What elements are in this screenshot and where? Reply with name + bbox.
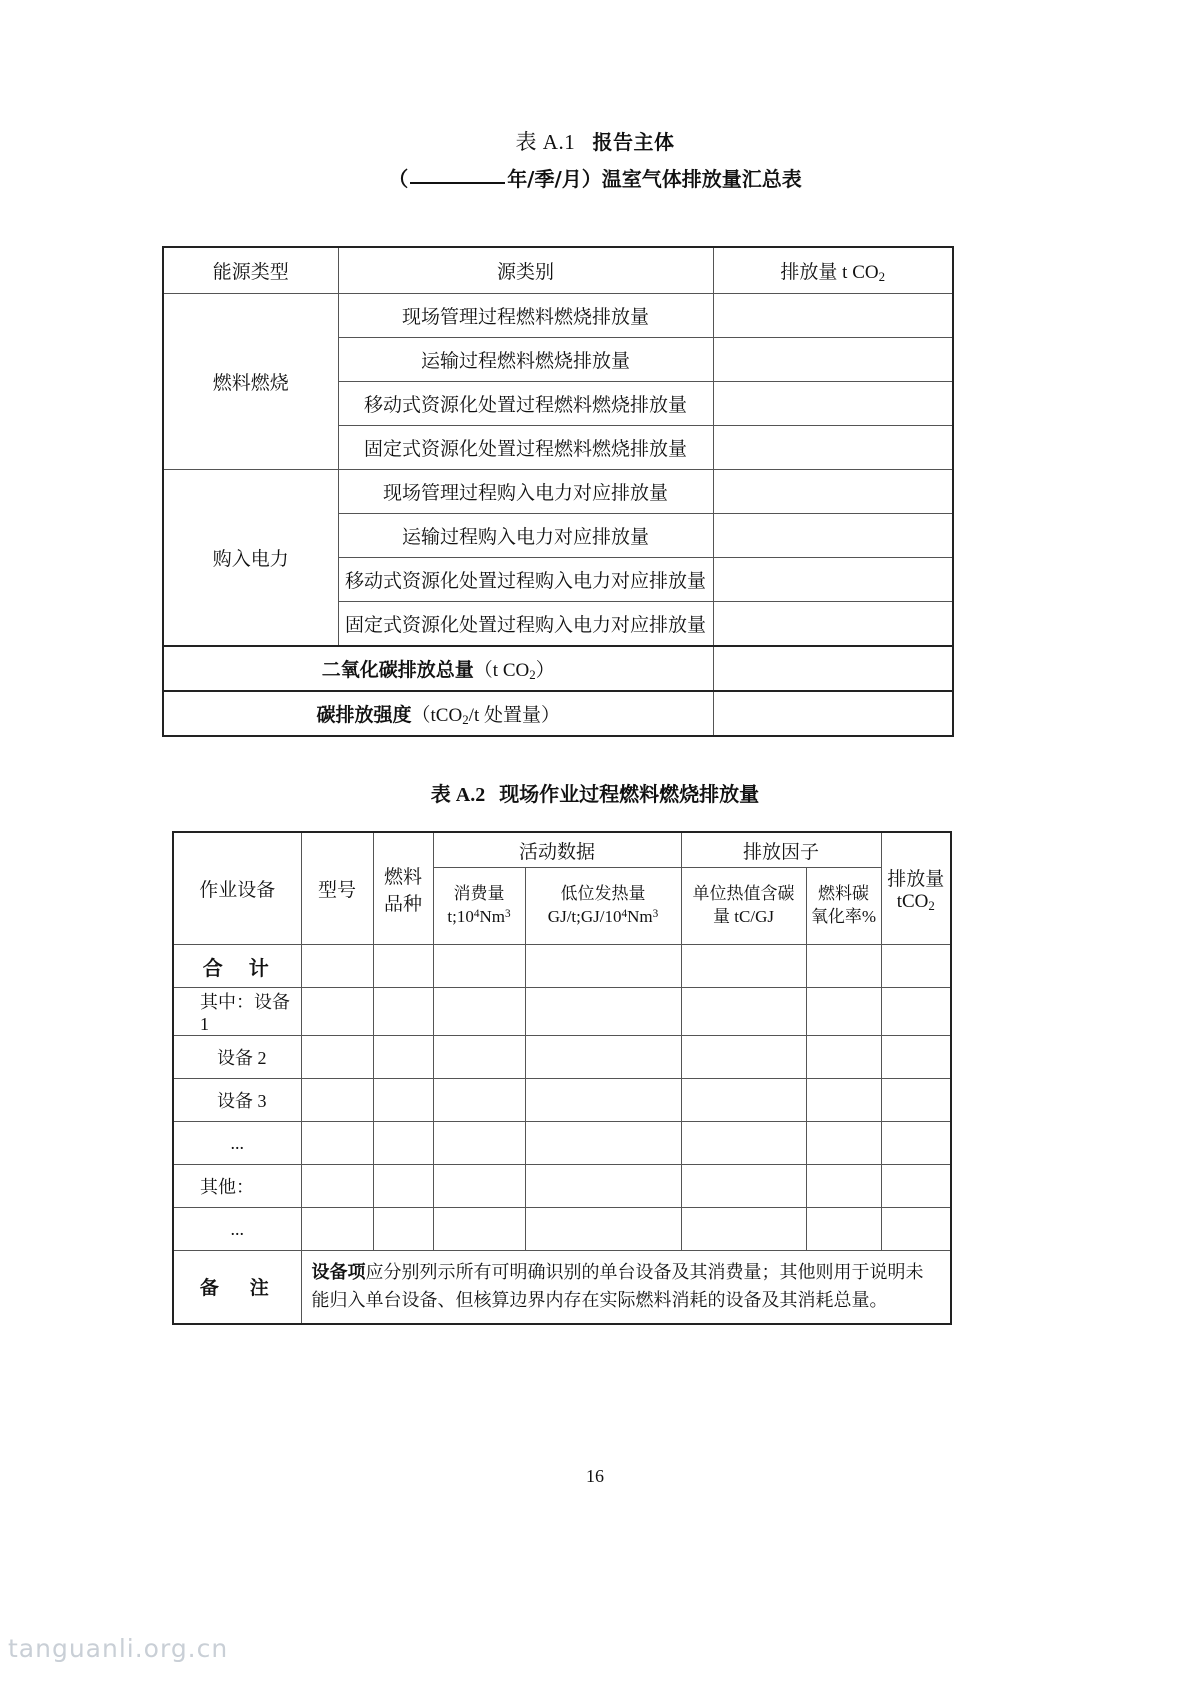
header-ncv-text: 低位发热量: [560, 884, 646, 904]
cell-oxidation-rate[interactable]: [806, 1122, 881, 1165]
header-energy-type: 能源类型: [163, 247, 338, 294]
cell-carbon-content[interactable]: [681, 1122, 806, 1165]
emission-value-cell[interactable]: [713, 514, 953, 558]
onsite-fuel-combustion-table: [172, 831, 952, 1325]
header-equipment: 作业设备: [173, 832, 301, 945]
cell-carbon-content[interactable]: [681, 945, 806, 988]
total-co2-unit-open: （t CO: [473, 659, 530, 681]
cell-ncv[interactable]: [525, 1122, 681, 1165]
source-row-label: 运输过程燃料燃烧排放量: [338, 338, 713, 382]
cell-ncv[interactable]: [525, 1165, 681, 1208]
emission-value-cell[interactable]: [713, 294, 953, 338]
header-emission-amount: [881, 832, 951, 945]
cell-consumption[interactable]: [433, 1208, 525, 1251]
table-a1-period-label: 年/季/月: [507, 167, 582, 191]
cell-consumption[interactable]: [433, 1036, 525, 1079]
emission-value-cell[interactable]: [713, 602, 953, 647]
cell-model[interactable]: [301, 988, 373, 1036]
header-emission-amount-text: 排放量: [887, 868, 945, 890]
source-row-label: 固定式资源化处置过程购入电力对应排放量: [338, 602, 713, 647]
cell-fuel-kind[interactable]: [373, 1208, 433, 1251]
table-a2-title-main: 现场作业过程燃料燃烧排放量: [499, 782, 760, 806]
source-row-label: 现场管理过程燃料燃烧排放量: [338, 294, 713, 338]
header-ncv-unit-sup2: 3: [652, 907, 659, 920]
emission-value-cell[interactable]: [713, 338, 953, 382]
table-row-header-group: [173, 832, 951, 868]
cell-oxidation-rate[interactable]: [806, 1079, 881, 1122]
cell-oxidation-rate[interactable]: [806, 945, 881, 988]
header-carbon-content: 单位热值含碳量 tC/GJ: [681, 868, 806, 945]
row-label-equipment-1: 其中：设备 1: [173, 988, 301, 1036]
header-source-category: 源类别: [338, 247, 713, 294]
row-label-total: 合 计: [173, 945, 301, 988]
carbon-intensity-value-cell[interactable]: [713, 691, 953, 736]
table-row: [173, 1079, 951, 1122]
table-row-header: [163, 247, 953, 294]
note-label: 备 注: [173, 1251, 301, 1324]
header-ncv-unit-b: Nm: [627, 907, 653, 926]
header-net-calorific-value: [525, 868, 681, 945]
cell-model[interactable]: [301, 1208, 373, 1251]
note-strong-term: 设备项: [311, 1262, 366, 1283]
table-row: [173, 1208, 951, 1251]
carbon-intensity-unit-sub: 2: [462, 711, 469, 727]
total-co2-label-text: 二氧化碳排放总量: [321, 658, 474, 681]
cell-emission[interactable]: [881, 1165, 951, 1208]
table-row: [173, 1165, 951, 1208]
note-text: [301, 1251, 951, 1324]
cell-emission[interactable]: [881, 945, 951, 988]
carbon-intensity-label: [163, 691, 713, 736]
cell-emission[interactable]: [881, 1122, 951, 1165]
row-label-equipment-2: 设备 2: [173, 1036, 301, 1079]
cell-oxidation-rate[interactable]: [806, 988, 881, 1036]
total-co2-unit-sub: 2: [529, 666, 536, 682]
cell-ncv[interactable]: [525, 1079, 681, 1122]
source-row-label: 固定式资源化处置过程燃料燃烧排放量: [338, 426, 713, 470]
emission-value-cell[interactable]: [713, 558, 953, 602]
cell-consumption[interactable]: [433, 1079, 525, 1122]
total-co2-unit-close: ）: [535, 659, 555, 681]
emission-value-cell[interactable]: [713, 382, 953, 426]
table-row-total-co2: [163, 646, 953, 691]
emission-value-cell[interactable]: [713, 426, 953, 470]
header-fuel-kind: 燃料品种: [373, 832, 433, 945]
header-group-emission-factor: 排放因子: [681, 832, 881, 868]
table-row: [163, 294, 953, 338]
category-fuel-combustion: 燃料燃烧: [163, 294, 338, 470]
table-row: [163, 470, 953, 514]
cell-carbon-content[interactable]: [681, 1036, 806, 1079]
cell-emission[interactable]: [881, 1208, 951, 1251]
cell-model[interactable]: [301, 1079, 373, 1122]
header-consumption-unit-sup2: 3: [504, 907, 511, 920]
site-watermark: [8, 1634, 228, 1663]
watermark-text: tanguanli.org.cn: [8, 1634, 229, 1663]
cell-model[interactable]: [301, 1122, 373, 1165]
cell-model[interactable]: [301, 945, 373, 988]
table-a1-title-main: 报告主体: [592, 130, 675, 154]
cell-emission[interactable]: [881, 1079, 951, 1122]
cell-fuel-kind[interactable]: [373, 1036, 433, 1079]
cell-carbon-content[interactable]: [681, 1079, 806, 1122]
cell-carbon-content[interactable]: [681, 988, 806, 1036]
cell-fuel-kind[interactable]: [373, 945, 433, 988]
cell-model[interactable]: [301, 1165, 373, 1208]
cell-emission[interactable]: [881, 988, 951, 1036]
table-a1-subtitle-open: （: [388, 167, 409, 191]
cell-oxidation-rate[interactable]: [806, 1208, 881, 1251]
table-a2-title-prefix: 表 A.2: [430, 784, 486, 806]
header-emission-amount-unit-sub: 2: [928, 897, 935, 913]
source-row-label: 运输过程购入电力对应排放量: [338, 514, 713, 558]
carbon-intensity-unit-close: /t 处置量）: [468, 704, 560, 726]
table-row: [173, 945, 951, 988]
carbon-intensity-label-text: 碳排放强度: [316, 703, 412, 726]
table-a1-subtitle-close: ）温室气体排放量汇总表: [581, 167, 802, 191]
cell-fuel-kind[interactable]: [373, 988, 433, 1036]
row-label-ellipsis-2: ...: [173, 1208, 301, 1251]
table-row: [173, 1036, 951, 1079]
emission-summary-table: [162, 246, 954, 737]
cell-fuel-kind[interactable]: [373, 1122, 433, 1165]
row-label-other: 其他：: [173, 1165, 301, 1208]
category-purchased-electricity: 购入电力: [163, 470, 338, 647]
cell-oxidation-rate[interactable]: [806, 1165, 881, 1208]
table-a1-period-blank[interactable]: [410, 182, 505, 184]
cell-model[interactable]: [301, 1036, 373, 1079]
cell-carbon-content[interactable]: [681, 1165, 806, 1208]
header-emission: [713, 247, 953, 294]
cell-ncv[interactable]: [525, 1208, 681, 1251]
total-co2-value-cell[interactable]: [713, 646, 953, 691]
page-number: 16: [586, 1466, 604, 1486]
emission-value-cell[interactable]: [713, 470, 953, 514]
header-emission-amount-unit: tCO: [896, 890, 929, 912]
cell-consumption[interactable]: [433, 1122, 525, 1165]
cell-consumption[interactable]: [433, 945, 525, 988]
cell-consumption[interactable]: [433, 1165, 525, 1208]
row-label-ellipsis: ...: [173, 1122, 301, 1165]
header-ncv-unit-sup: 4: [621, 907, 628, 920]
header-consumption: [433, 868, 525, 945]
header-consumption-unit-sup: 4: [473, 907, 480, 920]
table-a1-title: [0, 126, 1190, 156]
cell-carbon-content[interactable]: [681, 1208, 806, 1251]
header-consumption-unit-a: t;10: [447, 907, 474, 926]
cell-oxidation-rate[interactable]: [806, 1036, 881, 1079]
table-row: [173, 1122, 951, 1165]
table-a1-title-prefix: 表 A.1: [515, 130, 576, 154]
header-oxidation-rate: 燃料碳氧化率%: [806, 868, 881, 945]
header-model: 型号: [301, 832, 373, 945]
table-row: [173, 988, 951, 1036]
cell-emission[interactable]: [881, 1036, 951, 1079]
total-co2-label: [163, 646, 713, 691]
source-row-label: 移动式资源化处置过程购入电力对应排放量: [338, 558, 713, 602]
header-emission-text: 排放量 t CO: [780, 261, 879, 283]
cell-consumption[interactable]: [433, 988, 525, 1036]
header-emission-subscript: 2: [878, 268, 886, 284]
cell-ncv[interactable]: [525, 1036, 681, 1079]
header-consumption-unit-b: Nm: [479, 907, 505, 926]
header-consumption-text: 消费量: [453, 884, 505, 904]
header-group-activity-data: 活动数据: [433, 832, 681, 868]
source-row-label: 现场管理过程购入电力对应排放量: [338, 470, 713, 514]
table-row-note: [173, 1251, 951, 1324]
table-row-carbon-intensity: [163, 691, 953, 736]
table-a2-title: [0, 778, 1190, 807]
cell-fuel-kind[interactable]: [373, 1079, 433, 1122]
table-a1-subtitle: [0, 163, 1190, 192]
note-body-text: 应分别列示所有可明确识别的单台设备及其消费量；其他则用于说明未能归入单台设备、但核算边界内存在实际燃料消耗的设备及其消耗总量。: [311, 1262, 924, 1310]
header-ncv-unit-a: GJ/t;GJ/10: [547, 907, 622, 926]
cell-ncv[interactable]: [525, 945, 681, 988]
row-label-equipment-3: 设备 3: [173, 1079, 301, 1122]
cell-fuel-kind[interactable]: [373, 1165, 433, 1208]
carbon-intensity-unit-open: （tCO: [411, 704, 463, 726]
cell-ncv[interactable]: [525, 988, 681, 1036]
source-row-label: 移动式资源化处置过程燃料燃烧排放量: [338, 382, 713, 426]
